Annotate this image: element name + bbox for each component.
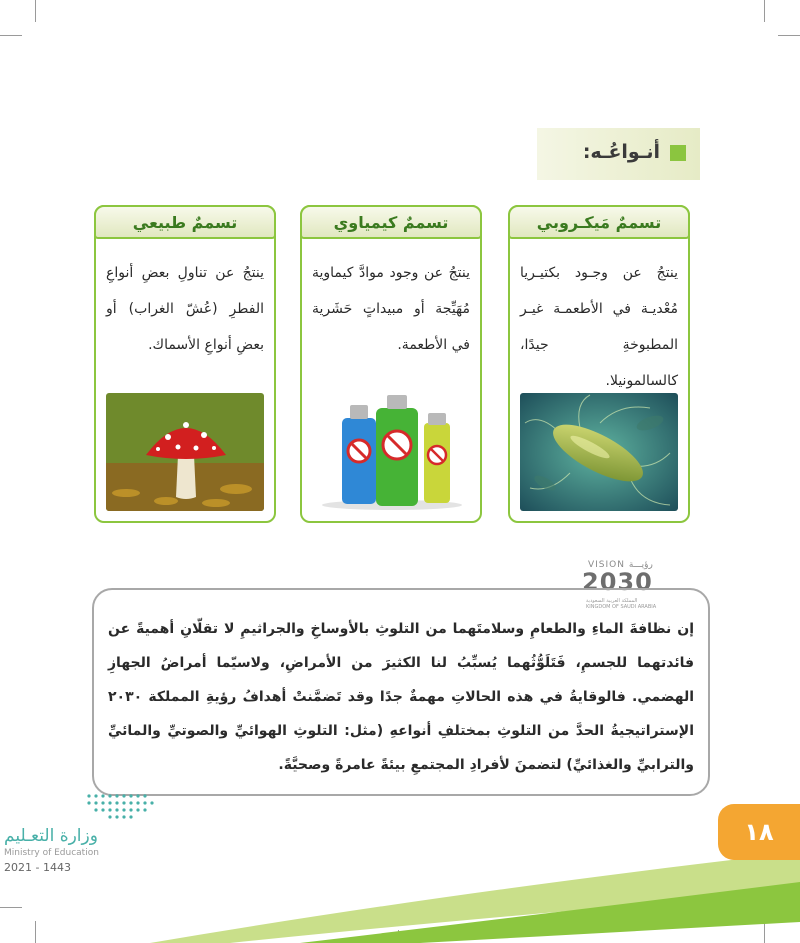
info-text: إن نظافةَ الماءِ والطعامِ وسلامتَهما من التلوثِ بالأوساخِ والجراثيمِ لا تقلّانِ أهميةً عن فائدتهما للجسمِ، فَتَلَوُّثُهما يُسبِّبُ لنا الكثيرَ من الأمراضِ، ولاسيّما أمراضُ الجهازِ الهضمي. فالوقايةُ في هذه الحالاتِ مهمةٌ جدًا وقد تَضمَّنتْ أهدافُ رؤيةِ المملكة ٢٠٣٠ الإستراتيجيةُ الحدَّ من التلوثِ بمختلفِ أنواعهِ (مثل: التلوثِ الهوائيِّ والصوتيِّ والمائيِّ والترابيِّ والغذائيِّ) لتضمنَ لأفرادِ المجتمعِ بيئةً عامرةً وصحيَّةً. (108, 621, 694, 773)
pesticide-cans-illustration-icon (312, 393, 470, 511)
card-text: ينتجُ عن وجود موادَّ كيماوية مُهَيِّجة أو مبيداتٍ حَشَرية في الأطعمة. (312, 265, 470, 353)
card-text: ينتجُ عن وجـود بكتيـريا مُعْديـة في الأطعمـة غيـر المطبوخةِ جيدًا، كالسالمونيلا. (520, 265, 678, 389)
section-title: أنـواعُـه: (582, 141, 660, 163)
crop-mark (35, 0, 36, 22)
page-number-tab (718, 804, 800, 860)
crop-mark (778, 35, 800, 36)
ministry-logo (0, 790, 180, 880)
ministry-year: 2021 - 1443 (4, 861, 71, 874)
info-box (92, 588, 710, 796)
vision-subtitle: المملكة العربية السعودية KINGDOM OF SAUDI ARABIA (586, 598, 657, 610)
card-tab (508, 205, 690, 239)
section-heading (537, 128, 700, 180)
green-square-icon (670, 145, 686, 161)
mushroom-illustration-icon (106, 393, 264, 511)
card-tab (300, 205, 482, 239)
card-title: تسممٌ مَيكـروبي (536, 212, 662, 232)
card-title: تسممٌ كيمياوي (333, 212, 449, 232)
card-tab (94, 205, 276, 239)
card-microbial (508, 205, 690, 523)
crop-mark (764, 0, 765, 22)
ministry-name-ar: وزارة التعـليم (4, 826, 98, 846)
card-chemical (300, 205, 482, 523)
card-text: ينتجُ عن تناولِ بعضِ أنواعِ الفطرِ (عُشّ الغراب) أو بعضِ أنواعِ الأسماك. (106, 265, 264, 353)
card-title: تسممٌ طبيعي (132, 212, 238, 232)
ministry-name-en: Ministry of Education (4, 848, 99, 858)
crop-mark (0, 35, 22, 36)
card-natural (94, 205, 276, 523)
ministry-dots-icon (84, 792, 174, 824)
page-number: ١٨ (744, 818, 774, 846)
vision-year: 2030 (582, 568, 653, 596)
vision-label: VISION رؤيـــة (588, 560, 653, 570)
bacteria-illustration-icon (520, 393, 678, 511)
